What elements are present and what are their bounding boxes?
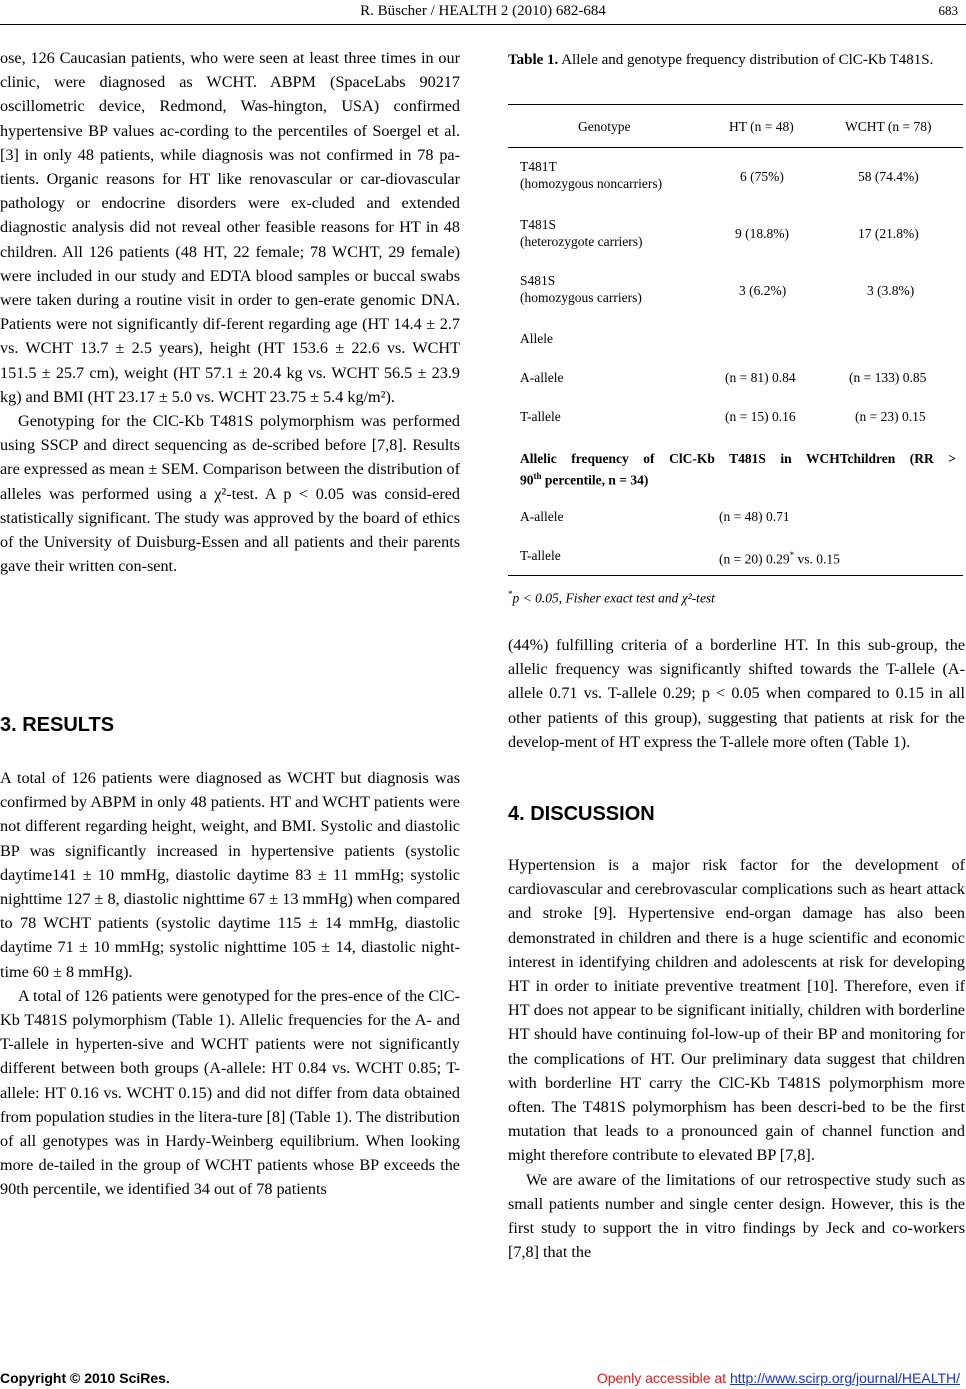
table-header-genotype: Genotype xyxy=(578,119,631,134)
footnote-text: p < 0.05, Fisher exact test and χ²-test xyxy=(512,590,715,606)
subgroup-value-main: (n = 20) 0.29 xyxy=(719,551,790,567)
subgroup-heading-line2 xyxy=(520,468,648,489)
genotype-wcht-value: 58 (74.4%) xyxy=(858,169,919,184)
allele-name: A-allele xyxy=(520,370,564,385)
left-column xyxy=(0,46,460,578)
genotype-wcht-value: 3 (3.8%) xyxy=(867,283,915,298)
table-row-genotype xyxy=(520,216,643,250)
allele-ht-value: (n = 81) 0.84 xyxy=(725,370,796,385)
footer-access xyxy=(597,1370,960,1386)
table-row-genotype xyxy=(520,158,662,192)
table-top-rule xyxy=(508,104,963,105)
subgroup-percentile-suffix: th xyxy=(533,471,542,481)
footer-access-label: Openly accessible at xyxy=(596,1370,730,1386)
header-divider xyxy=(0,24,966,25)
table-caption-text: Allele and genotype frequency distribution of ClC-Kb T481S. xyxy=(558,52,934,68)
table-footnote xyxy=(508,589,715,607)
subgroup-value-comparison: vs. 0.15 xyxy=(794,551,840,567)
table-header-ht: HT (n = 48) xyxy=(729,119,794,134)
table-caption-label: Table 1. xyxy=(508,52,559,68)
subgroup-allele-name: A-allele xyxy=(520,509,564,524)
methods-paragraph: ose, 126 Caucasian patients, who were seen at least three times in our clinic, were diagnosed as WCHT. ABPM (SpaceLabs 90217 oscillometric device, Redmond, Was-hington, USA) confirmed hypertensive BP values ac-cording to the percentiles of Soergel et al. [3] in only 48 patients, while diagnosis was not confirmed in 78 pa-tients. Organic reasons for HT like renovascular or car-diovascular pathology or endocrine disorders were ex-cluded and extended diagnostic analysis did not reveal other feasible reasons for HT in 48 children. All 126 patients (48 HT, 22 female; 78 WCHT, 29 female) were included in our study and EDTA blood samples or buccal swabs were taken during a routine visit in order to gen-erate genomic DNA. Patients were not significantly dif-ferent regarding age (HT 14.4 ± 2.7 vs. WCHT 13.7 ± 2.5 years), height (HT 153.6 ± 22.6 vs. WCHT 151.5 ± 25.7 cm), weight (HT 57.1 ± 20.4 kg vs. WCHT 56.5 ± 23.9 kg) and BMI (HT 23.17 ± 5.0 vs. WCHT 23.75 ± 5.4 kg/m²). xyxy=(0,49,460,406)
subgroup-paragraph: (44%) fulfilling criteria of a borderline HT. In this sub-group, the allelic frequency was significantly shifted towards the T-allele (A-allele 0.71 vs. T-allele 0.29; p < 0.05 when compared to 0.15 in all other patients of this group), suggesting that patients at risk for the develop-ment of HT express the T-allele more often (Table 1). xyxy=(508,636,965,751)
footer-copyright: Copyright © 2010 SciRes. xyxy=(0,1370,170,1386)
genotype-name: T481S xyxy=(520,217,557,232)
discussion-heading: 4. DISCUSSION xyxy=(508,803,655,825)
right-column-text xyxy=(508,633,965,754)
subgroup-allele-value: (n = 48) 0.71 xyxy=(719,509,790,524)
genotype-description: (heterozygote carriers) xyxy=(520,234,643,249)
allele-label: Allele xyxy=(520,331,553,346)
genotype-description: (homozygous noncarriers) xyxy=(520,176,663,191)
subgroup-allele-name: T-allele xyxy=(520,548,561,563)
significance-marker: * xyxy=(789,550,795,560)
table-header-wcht: WCHT (n = 78) xyxy=(845,119,932,134)
results-heading: 3. RESULTS xyxy=(0,714,115,736)
genotype-description: (homozygous carriers) xyxy=(520,290,642,305)
genotype-ht-value: 9 (18.8%) xyxy=(735,226,789,241)
journal-link[interactable]: http://www.scirp.org/journal/HEALTH/ xyxy=(729,1370,960,1386)
discussion-paragraph: We are aware of the limitations of our retrospective study such as small patients number and single center design. However, this is the first study to support the in vitro findings by Jeck and co-workers [7,8] that the xyxy=(508,1170,965,1262)
allele-ht-value: (n = 15) 0.16 xyxy=(725,409,796,424)
table-header-rule xyxy=(508,147,963,148)
footnote-marker: * xyxy=(508,589,513,599)
table-caption xyxy=(508,48,965,73)
results-text xyxy=(0,766,460,1202)
genotype-name: S481S xyxy=(520,273,556,288)
discussion-text xyxy=(508,853,965,1264)
allele-wcht-value: (n = 23) 0.15 xyxy=(855,409,926,424)
allele-name: T-allele xyxy=(520,409,561,424)
genotype-wcht-value: 17 (21.8%) xyxy=(858,226,919,241)
subgroup-heading-tail: percentile, n = 34) xyxy=(541,472,649,488)
methods-paragraph: Genotyping for the ClC-Kb T481S polymorphism was performed using SSCP and direct sequencing as de-scribed before [7,8]. Results are expressed as mean ± SEM. Comparison between the distribution of alleles was performed using a χ²-test. A p < 0.05 was consid-ered statistically significant. The study was approved by the board of ethics of the University of Duisburg-Essen and all patients and their parents gave their written con-sent. xyxy=(0,412,460,576)
discussion-paragraph: Hypertension is a major risk factor for the development of cardiovascular and cerebrovascular complications such as heart attack and stroke [9]. Hypertensive end-organ damage has also been demonstrated in children and there is a huge scientific and economic interest in identifying children and adolescents at risk for developing HT in order to initiate preventive treatment [10]. Therefore, even if HT does not appear to be significant initially, children with borderline HT should have continuing fol-low-up of their BP and monitoring for the complications of HT. Our preliminary data suggest that children with borderline HT carry the ClC-Kb T481S polymorphism more often. The T481S polymorphism has been descri-bed to be the first mutation that leads to a pronounced gain of channel function and might therefore contribute to elevated BP [7,8]. xyxy=(508,856,965,1165)
table-row-genotype xyxy=(520,272,642,306)
subgroup-heading-line1: Allelic frequency of ClC-Kb T481S in WCHTchildren (RR > xyxy=(520,451,956,466)
genotype-ht-value: 6 (75%) xyxy=(740,169,784,184)
subgroup-percentile: 90 xyxy=(520,472,534,488)
table-bottom-rule xyxy=(508,575,963,576)
page-number: 683 xyxy=(938,3,958,18)
genotype-ht-value: 3 (6.2%) xyxy=(739,283,787,298)
results-paragraph: A total of 126 patients were genotyped for the pres-ence of the ClC-Kb T481S polymorphism (Table 1). Allelic frequencies for the A- and T-allele in hyperten-sive and WCHT patients were not significantly different between both groups (A-allele: HT 0.84 vs. WCHT 0.85; T-allele: HT 0.16 vs. WCHT 0.15) and did not differ from data obtained from population studies in the litera-ture [8] (Table 1). The distribution of all genotypes was in Hardy-Weinberg equilibrium. When looking more de-tailed in the group of WCHT patients whose BP exceeds the 90th percentile, we identified 34 out of 78 patients xyxy=(0,986,460,1199)
subgroup-allele-value xyxy=(719,547,840,568)
allele-wcht-value: (n = 133) 0.85 xyxy=(849,370,927,385)
genotype-name: T481T xyxy=(520,159,557,174)
results-paragraph: A total of 126 patients were diagnosed as WCHT but diagnosis was confirmed by ABPM in only 48 patients. HT and WCHT patients were not different regarding height, weight, and BMI. Systolic and diastolic BP was significantly increased in hypertensive patients (systolic daytime141 ± 10 mmHg, diastolic daytime 83 ± 11 mmHg; systolic nighttime 127 ± 8, diastolic nighttime 67 ± 13 mmHg) when compared to 78 WCHT patients (systolic daytime 115 ± 14 mmHg, diastolic daytime 71 ± 10 mmHg; systolic nighttime 105 ± 14, diastolic night-time 60 ± 8 mmHg). xyxy=(0,769,460,981)
running-title: R. Büscher / HEALTH 2 (2010) 682-684 xyxy=(360,3,606,19)
